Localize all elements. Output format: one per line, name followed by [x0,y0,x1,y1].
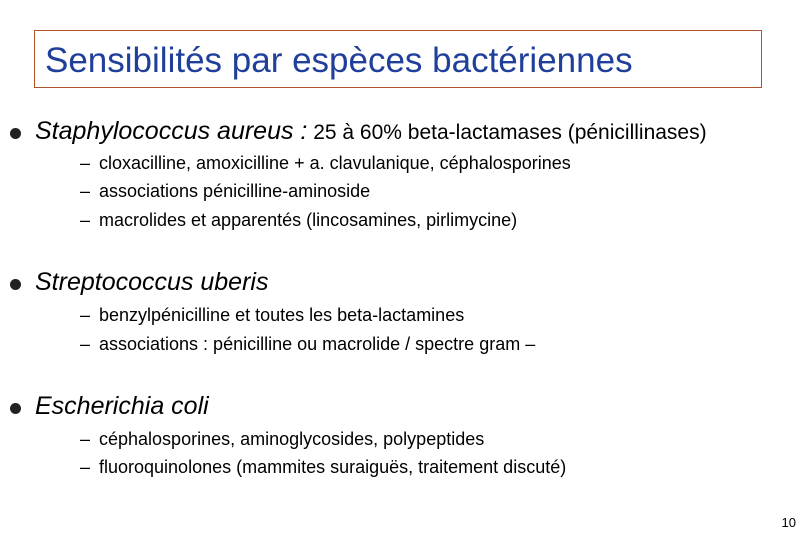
dash-marker: – [80,429,91,449]
dash-marker: – [80,334,91,354]
page-number: 10 [781,515,796,530]
species-name: Streptococcus uberis [35,268,269,296]
dash-marker: – [80,305,91,325]
list-item-text: macrolides et apparentés (lincosamines, pirlimycine) [99,210,518,230]
list-item-text: cloxacilline, amoxicilline + a. clavulanique, céphalosporines [99,153,571,173]
bullet-dot [10,279,21,290]
dash-marker: – [80,457,91,477]
species-name: Staphylococcus aureus : [35,117,308,145]
list-item-text: benzylpénicilline et toutes les beta-lactamines [99,305,465,325]
species-detail: 25 à 60% beta-lactamases (pénicillinases) [307,121,707,144]
section-heading [35,270,268,295]
list-item-text: fluoroquinolones (mammites suraiguës, traitement discuté) [99,457,567,477]
list-item-text: associations : pénicilline ou macrolide / spectre gram – [99,334,536,354]
slide-title: Sensibilités par espèces bactériennes [45,41,633,80]
dash-marker: – [80,153,91,173]
bullet-dot [10,403,21,414]
title-box [34,30,762,88]
dash-marker: – [80,181,91,201]
section-heading [35,119,707,144]
list-item-text: associations pénicilline-aminoside [99,181,371,201]
section-heading [35,394,209,419]
dash-marker: – [80,210,91,230]
bullet-dot [10,128,21,139]
species-name: Escherichia coli [35,392,209,420]
list-item-text: céphalosporines, aminoglycosides, polypeptides [99,429,485,449]
